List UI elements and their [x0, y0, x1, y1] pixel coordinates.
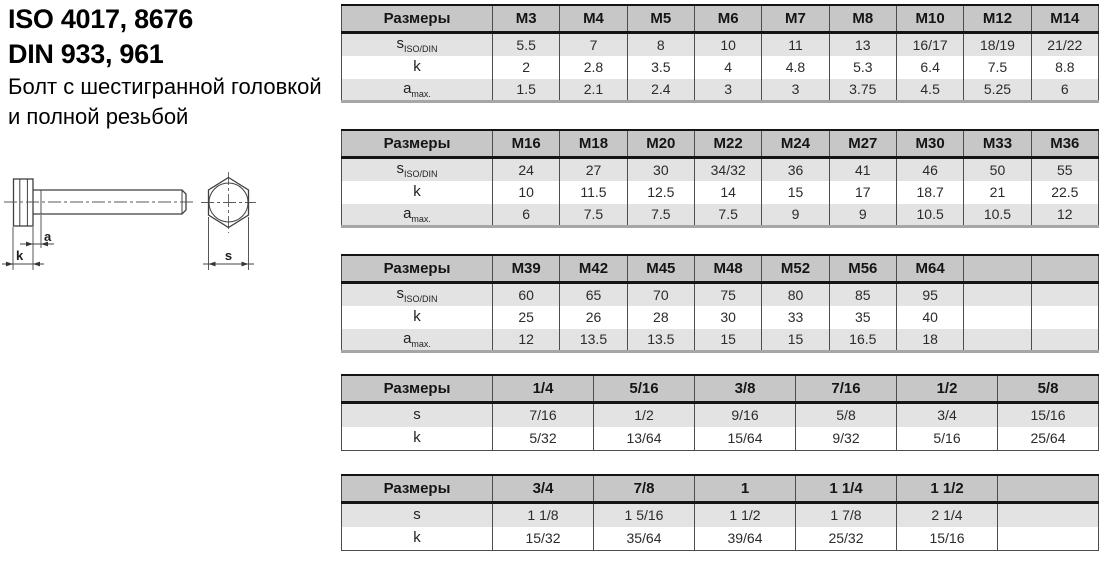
dimension-value-cell: 6.4	[896, 56, 963, 79]
dimension-value-cell: 9/32	[796, 427, 897, 451]
dimension-value-cell: 6	[493, 204, 560, 227]
dimension-value-cell: 2.8	[560, 56, 627, 79]
dimension-value-cell: 24	[493, 158, 560, 181]
size-header-cell: M8	[829, 5, 896, 33]
arrowhead	[209, 262, 216, 267]
dimension-value-cell: 21/22	[1031, 33, 1098, 56]
dimension-value-cell: 5/32	[493, 427, 594, 451]
dimension-value-cell	[964, 329, 1031, 352]
dimension-symbol: k	[413, 182, 421, 200]
bolt-drawing-svg	[0, 166, 266, 278]
dimension-value-cell: 3/4	[897, 403, 998, 427]
description-line-1: Болт с шестигранной головкой	[8, 74, 322, 99]
dimension-value-cell: 7/16	[493, 403, 594, 427]
dimension-value-cell: 7.5	[627, 204, 694, 227]
dimension-row	[342, 427, 1099, 451]
dimension-value-cell: 15	[694, 329, 761, 352]
dimension-label	[342, 79, 493, 102]
size-header-cell: M18	[560, 130, 627, 158]
dimension-arrowheads	[6, 242, 249, 267]
size-header-cell: M39	[493, 255, 560, 283]
size-header-cell: M24	[762, 130, 829, 158]
size-header-cell: M22	[694, 130, 761, 158]
size-header-cell: M6	[694, 5, 761, 33]
arrowhead	[242, 262, 249, 267]
size-header-cell: 1	[695, 475, 796, 503]
size-header-cell: M16	[493, 130, 560, 158]
dimension-value-cell: 95	[896, 283, 963, 306]
dimension-value-cell: 12	[493, 329, 560, 352]
dimension-value-cell	[1031, 329, 1098, 352]
dimension-value-cell: 5/8	[796, 403, 897, 427]
dimension-label	[342, 306, 493, 329]
dimension-symbol: a	[403, 79, 412, 97]
dimension-value-cell: 1 1/2	[695, 503, 796, 527]
dimension-row	[342, 33, 1099, 56]
dimension-value-cell: 15/16	[998, 403, 1099, 427]
dimension-value-cell: 50	[964, 158, 1031, 181]
dimension-label	[342, 158, 493, 181]
dimension-value-cell	[964, 306, 1031, 329]
dimension-symbol: s	[396, 160, 404, 178]
size-table-m3-m14	[341, 4, 1099, 103]
dim-label-s: s	[224, 248, 233, 263]
dimension-value-cell: 15	[762, 181, 829, 204]
dimension-value-cell	[998, 527, 1099, 551]
size-column-title: Размеры	[342, 5, 493, 33]
dimension-symbol: k	[413, 57, 421, 75]
dimension-value-cell: 2	[493, 56, 560, 79]
dimension-value-cell: 70	[627, 283, 694, 306]
dimension-symbol: s	[396, 285, 404, 303]
dimension-value-cell: 15/32	[493, 527, 594, 551]
size-header-cell: M42	[560, 255, 627, 283]
dimension-row	[342, 79, 1099, 102]
dimension-row	[342, 329, 1099, 352]
dimension-subscript: ISO/DIN	[403, 44, 438, 55]
size-header-cell: M33	[964, 130, 1031, 158]
dimension-value-cell: 35/64	[594, 527, 695, 551]
size-header-cell	[964, 255, 1031, 283]
dimension-value-cell: 30	[694, 306, 761, 329]
dimension-value-cell: 9	[829, 204, 896, 227]
dimension-value-cell: 2.1	[560, 79, 627, 102]
header-row	[342, 130, 1099, 158]
size-header-cell: M45	[627, 255, 694, 283]
bolt-technical-drawing	[0, 166, 266, 278]
dimension-value-cell: 80	[762, 283, 829, 306]
dimension-symbol: s	[413, 405, 421, 423]
dimension-value-cell: 7	[560, 33, 627, 56]
dimension-value-cell: 21	[964, 181, 1031, 204]
dimension-value-cell: 28	[627, 306, 694, 329]
dimension-value-cell: 9	[762, 204, 829, 227]
dimension-value-cell: 25/32	[796, 527, 897, 551]
dimension-value-cell: 26	[560, 306, 627, 329]
dimension-label	[342, 204, 493, 227]
dimension-row	[342, 283, 1099, 306]
size-header-cell: M30	[896, 130, 963, 158]
dimension-symbol: k	[413, 528, 421, 546]
size-header-cell: M36	[1031, 130, 1098, 158]
size-column-title: Размеры	[342, 375, 493, 403]
dimension-value-cell: 4.8	[762, 56, 829, 79]
header-row	[342, 375, 1099, 403]
size-table-inch-large	[341, 474, 1099, 551]
dimension-value-cell: 15/16	[897, 527, 998, 551]
dimension-subscript: ISO/DIN	[403, 294, 438, 305]
size-header-cell: 5/16	[594, 375, 695, 403]
size-header-cell: 5/8	[998, 375, 1099, 403]
dimension-label	[342, 329, 493, 352]
dimension-value-cell: 39/64	[695, 527, 796, 551]
bolt-side-view	[14, 179, 187, 226]
dimension-value-cell: 22.5	[1031, 181, 1098, 204]
dimension-value-cell: 16/17	[896, 33, 963, 56]
size-header-cell	[1031, 255, 1098, 283]
dimension-value-cell: 4	[694, 56, 761, 79]
dimension-value-cell	[1031, 283, 1098, 306]
dimension-value-cell: 7.5	[560, 204, 627, 227]
dimension-value-cell: 5/16	[897, 427, 998, 451]
dimension-value-cell: 41	[829, 158, 896, 181]
dimension-row	[342, 181, 1099, 204]
size-column-title: Размеры	[342, 255, 493, 283]
header-row	[342, 255, 1099, 283]
dimension-value-cell	[998, 503, 1099, 527]
dimension-value-cell: 25	[493, 306, 560, 329]
dimension-value-cell: 75	[694, 283, 761, 306]
dimension-label	[342, 503, 493, 527]
size-column-title: Размеры	[342, 475, 493, 503]
dimension-value-cell: 3.75	[829, 79, 896, 102]
dimension-value-cell: 5.25	[964, 79, 1031, 102]
dimension-value-cell: 7.5	[694, 204, 761, 227]
dimension-value-cell: 10	[694, 33, 761, 56]
arrowhead	[26, 242, 33, 247]
dimension-value-cell: 8.8	[1031, 56, 1098, 79]
size-header-cell: 3/4	[493, 475, 594, 503]
dimension-value-cell: 8	[627, 33, 694, 56]
dimension-subscript: max.	[411, 88, 431, 99]
dimension-row	[342, 503, 1099, 527]
size-header-cell: M48	[694, 255, 761, 283]
dimension-value-cell: 85	[829, 283, 896, 306]
dimension-label	[342, 56, 493, 79]
document-heading	[8, 2, 322, 132]
dimension-row	[342, 306, 1099, 329]
dimension-value-cell: 10.5	[964, 204, 1031, 227]
dimension-value-cell: 18/19	[964, 33, 1031, 56]
dimension-value-cell	[964, 283, 1031, 306]
dimension-value-cell: 30	[627, 158, 694, 181]
dimension-value-cell: 14	[694, 181, 761, 204]
dimension-value-cell: 10	[493, 181, 560, 204]
dimension-value-cell: 9/16	[695, 403, 796, 427]
size-header-cell: M3	[493, 5, 560, 33]
dimension-value-cell: 3	[694, 79, 761, 102]
size-header-cell: M52	[762, 255, 829, 283]
dimension-label	[342, 403, 493, 427]
dimension-value-cell: 1 5/16	[594, 503, 695, 527]
dimension-value-cell: 11.5	[560, 181, 627, 204]
dimension-value-cell: 13.5	[560, 329, 627, 352]
dimension-value-cell: 1.5	[493, 79, 560, 102]
standard-din: DIN 933, 961	[8, 39, 164, 69]
dimension-value-cell: 34/32	[694, 158, 761, 181]
dimension-value-cell: 60	[493, 283, 560, 306]
size-header-cell	[998, 475, 1099, 503]
dimension-value-cell: 13	[829, 33, 896, 56]
size-header-cell: M4	[560, 5, 627, 33]
size-header-cell: M7	[762, 5, 829, 33]
size-header-cell: 1 1/4	[796, 475, 897, 503]
size-header-cell: M64	[896, 255, 963, 283]
dimension-row	[342, 158, 1099, 181]
size-header-cell: M56	[829, 255, 896, 283]
dimension-subscript: ISO/DIN	[403, 169, 438, 180]
dimension-symbol: k	[413, 307, 421, 325]
dimension-value-cell: 40	[896, 306, 963, 329]
dimension-value-cell	[1031, 306, 1098, 329]
dimension-value-cell: 12	[1031, 204, 1098, 227]
size-table-m16-m36	[341, 129, 1099, 228]
dimension-value-cell: 15/64	[695, 427, 796, 451]
size-header-cell: M12	[964, 5, 1031, 33]
size-table-m39-m64	[341, 254, 1099, 353]
dimension-value-cell: 27	[560, 158, 627, 181]
dimension-value-cell: 13/64	[594, 427, 695, 451]
dimension-value-cell: 6	[1031, 79, 1098, 102]
size-header-cell: M14	[1031, 5, 1098, 33]
size-header-cell: M10	[896, 5, 963, 33]
dimension-label	[342, 527, 493, 551]
size-table-inch-small	[341, 374, 1099, 451]
dimension-row	[342, 204, 1099, 227]
dimension-value-cell: 5.5	[493, 33, 560, 56]
size-column-title: Размеры	[342, 130, 493, 158]
dimension-value-cell: 46	[896, 158, 963, 181]
dimension-label	[342, 283, 493, 306]
dimension-value-cell: 1 1/8	[493, 503, 594, 527]
dimension-value-cell: 3.5	[627, 56, 694, 79]
dimension-value-cell: 13.5	[627, 329, 694, 352]
dimension-value-cell: 33	[762, 306, 829, 329]
dimension-symbol: a	[403, 204, 412, 222]
dimension-label	[342, 427, 493, 451]
dim-label-k: k	[16, 248, 24, 263]
centerlines	[4, 172, 256, 233]
header-row	[342, 5, 1099, 33]
dimension-value-cell: 17	[829, 181, 896, 204]
dimension-symbol: a	[403, 329, 412, 347]
dim-label-a: a	[44, 229, 52, 244]
dimension-value-cell: 12.5	[627, 181, 694, 204]
dimension-value-cell: 16.5	[829, 329, 896, 352]
dimension-row	[342, 56, 1099, 79]
arrowhead	[6, 262, 13, 267]
dimension-row	[342, 403, 1099, 427]
dimension-value-cell: 65	[560, 283, 627, 306]
dimension-label	[342, 181, 493, 204]
dimension-symbol: s	[413, 505, 421, 523]
arrowhead	[33, 262, 40, 267]
dimension-value-cell: 3	[762, 79, 829, 102]
dimension-value-cell: 36	[762, 158, 829, 181]
size-header-cell: M20	[627, 130, 694, 158]
size-header-cell: 1/4	[493, 375, 594, 403]
dimension-subscript: max.	[411, 338, 431, 349]
dimension-value-cell: 1/2	[594, 403, 695, 427]
header-row	[342, 475, 1099, 503]
bolt-head-outline	[14, 179, 34, 226]
dimension-value-cell: 55	[1031, 158, 1098, 181]
size-header-cell: 1/2	[897, 375, 998, 403]
dimension-value-cell: 15	[762, 329, 829, 352]
description-line-2: и полной резьбой	[8, 104, 189, 129]
dimension-value-cell: 5.3	[829, 56, 896, 79]
size-header-cell: M5	[627, 5, 694, 33]
dimension-value-cell: 1 7/8	[796, 503, 897, 527]
dimension-subscript: max.	[411, 213, 431, 224]
size-header-cell: M27	[829, 130, 896, 158]
size-header-cell: 1 1/2	[897, 475, 998, 503]
dimension-symbol: s	[396, 35, 404, 53]
dimension-value-cell: 2 1/4	[897, 503, 998, 527]
dimension-value-cell: 35	[829, 306, 896, 329]
dimension-value-cell: 18.7	[896, 181, 963, 204]
dimension-value-cell: 11	[762, 33, 829, 56]
dimension-symbol: k	[413, 428, 421, 446]
dimension-label	[342, 33, 493, 56]
standard-iso: ISO 4017, 8676	[8, 4, 193, 34]
dimension-row	[342, 527, 1099, 551]
size-header-cell: 7/8	[594, 475, 695, 503]
dimension-value-cell: 10.5	[896, 204, 963, 227]
dimension-value-cell: 7.5	[964, 56, 1031, 79]
size-header-cell: 7/16	[796, 375, 897, 403]
dimension-value-cell: 2.4	[627, 79, 694, 102]
dimension-value-cell: 18	[896, 329, 963, 352]
dimension-value-cell: 25/64	[998, 427, 1099, 451]
size-header-cell: 3/8	[695, 375, 796, 403]
dimension-value-cell: 4.5	[896, 79, 963, 102]
